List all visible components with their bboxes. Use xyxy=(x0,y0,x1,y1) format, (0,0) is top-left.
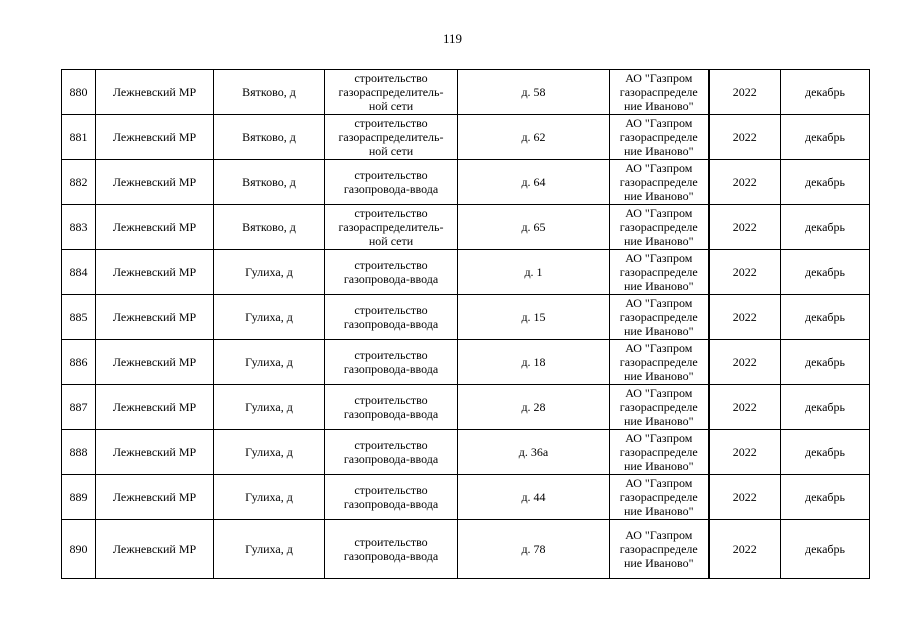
organization-cell: АО "Газпром газораспределе ние Иваново" xyxy=(610,205,709,250)
address-cell: д. 1 xyxy=(458,250,610,295)
settlement-cell: Вятково, д xyxy=(214,205,325,250)
organization-cell: АО "Газпром газораспределе ние Иваново" xyxy=(610,115,709,160)
year-cell: 2022 xyxy=(709,250,781,295)
month-cell: декабрь xyxy=(781,115,870,160)
work-type-cell: строительство газопровода-ввода xyxy=(325,160,458,205)
row-number-cell: 885 xyxy=(62,295,96,340)
year-cell: 2022 xyxy=(709,115,781,160)
month-cell: декабрь xyxy=(781,295,870,340)
month-cell: декабрь xyxy=(781,475,870,520)
address-cell: д. 18 xyxy=(458,340,610,385)
year-cell: 2022 xyxy=(709,385,781,430)
address-cell: д. 64 xyxy=(458,160,610,205)
work-type-cell: строительство газопровода-ввода xyxy=(325,250,458,295)
work-type-cell: строительство газораспределитель- ной сети xyxy=(325,205,458,250)
work-type-cell: строительство газопровода-ввода xyxy=(325,520,458,579)
table-row xyxy=(62,475,870,520)
table-row xyxy=(62,205,870,250)
organization-cell: АО "Газпром газораспределе ние Иваново" xyxy=(610,385,709,430)
row-number-cell: 888 xyxy=(62,430,96,475)
row-number-cell: 881 xyxy=(62,115,96,160)
settlement-cell: Гулиха, д xyxy=(214,250,325,295)
year-cell: 2022 xyxy=(709,430,781,475)
year-cell: 2022 xyxy=(709,160,781,205)
district-cell: Лежневский МР xyxy=(96,70,214,115)
row-number-cell: 882 xyxy=(62,160,96,205)
organization-cell: АО "Газпром газораспределе ние Иваново" xyxy=(610,430,709,475)
work-type-cell: строительство газопровода-ввода xyxy=(325,430,458,475)
settlement-cell: Гулиха, д xyxy=(214,295,325,340)
table-body xyxy=(62,70,870,579)
month-cell: декабрь xyxy=(781,160,870,205)
address-cell: д. 65 xyxy=(458,205,610,250)
district-cell: Лежневский МР xyxy=(96,295,214,340)
year-cell: 2022 xyxy=(709,205,781,250)
organization-cell: АО "Газпром газораспределе ние Иваново" xyxy=(610,295,709,340)
address-cell: д. 58 xyxy=(458,70,610,115)
address-cell: д. 62 xyxy=(458,115,610,160)
address-cell: д. 36а xyxy=(458,430,610,475)
month-cell: декабрь xyxy=(781,70,870,115)
row-number-cell: 883 xyxy=(62,205,96,250)
month-cell: декабрь xyxy=(781,250,870,295)
settlement-cell: Гулиха, д xyxy=(214,475,325,520)
district-cell: Лежневский МР xyxy=(96,520,214,579)
district-cell: Лежневский МР xyxy=(96,160,214,205)
table-row xyxy=(62,250,870,295)
address-cell: д. 78 xyxy=(458,520,610,579)
row-number-cell: 884 xyxy=(62,250,96,295)
settlement-cell: Гулиха, д xyxy=(214,340,325,385)
organization-cell: АО "Газпром газораспределе ние Иваново" xyxy=(610,475,709,520)
table-row xyxy=(62,520,870,579)
year-cell: 2022 xyxy=(709,295,781,340)
settlement-cell: Гулиха, д xyxy=(214,385,325,430)
work-type-cell: строительство газопровода-ввода xyxy=(325,385,458,430)
row-number-cell: 890 xyxy=(62,520,96,579)
district-cell: Лежневский МР xyxy=(96,340,214,385)
district-cell: Лежневский МР xyxy=(96,250,214,295)
year-cell: 2022 xyxy=(709,475,781,520)
table-row xyxy=(62,70,870,115)
work-type-cell: строительство газораспределитель- ной сети xyxy=(325,115,458,160)
row-number-cell: 880 xyxy=(62,70,96,115)
table-row xyxy=(62,385,870,430)
settlement-cell: Вятково, д xyxy=(214,115,325,160)
organization-cell: АО "Газпром газораспределе ние Иваново" xyxy=(610,160,709,205)
district-cell: Лежневский МР xyxy=(96,430,214,475)
row-number-cell: 887 xyxy=(62,385,96,430)
organization-cell: АО "Газпром газораспределе ние Иваново" xyxy=(610,340,709,385)
work-type-cell: строительство газораспределитель- ной сети xyxy=(325,70,458,115)
month-cell: декабрь xyxy=(781,205,870,250)
address-cell: д. 28 xyxy=(458,385,610,430)
settlement-cell: Гулиха, д xyxy=(214,430,325,475)
settlement-cell: Гулиха, д xyxy=(214,520,325,579)
year-cell: 2022 xyxy=(709,70,781,115)
district-cell: Лежневский МР xyxy=(96,205,214,250)
gasification-schedule-table xyxy=(61,69,870,579)
month-cell: декабрь xyxy=(781,520,870,579)
table-row xyxy=(62,340,870,385)
work-type-cell: строительство газопровода-ввода xyxy=(325,475,458,520)
settlement-cell: Вятково, д xyxy=(214,70,325,115)
table-row xyxy=(62,160,870,205)
organization-cell: АО "Газпром газораспределе ние Иваново" xyxy=(610,250,709,295)
district-cell: Лежневский МР xyxy=(96,385,214,430)
table-row xyxy=(62,430,870,475)
year-cell: 2022 xyxy=(709,340,781,385)
address-cell: д. 44 xyxy=(458,475,610,520)
organization-cell: АО "Газпром газораспределе ние Иваново" xyxy=(610,70,709,115)
row-number-cell: 886 xyxy=(62,340,96,385)
organization-cell: АО "Газпром газораспределе ние Иваново" xyxy=(610,520,709,579)
settlement-cell: Вятково, д xyxy=(214,160,325,205)
work-type-cell: строительство газопровода-ввода xyxy=(325,340,458,385)
year-cell: 2022 xyxy=(709,520,781,579)
month-cell: декабрь xyxy=(781,385,870,430)
month-cell: декабрь xyxy=(781,340,870,385)
page-number: 119 xyxy=(442,31,463,46)
district-cell: Лежневский МР xyxy=(96,475,214,520)
district-cell: Лежневский МР xyxy=(96,115,214,160)
address-cell: д. 15 xyxy=(458,295,610,340)
month-cell: декабрь xyxy=(781,430,870,475)
work-type-cell: строительство газопровода-ввода xyxy=(325,295,458,340)
row-number-cell: 889 xyxy=(62,475,96,520)
table-row xyxy=(62,115,870,160)
table-row xyxy=(62,295,870,340)
